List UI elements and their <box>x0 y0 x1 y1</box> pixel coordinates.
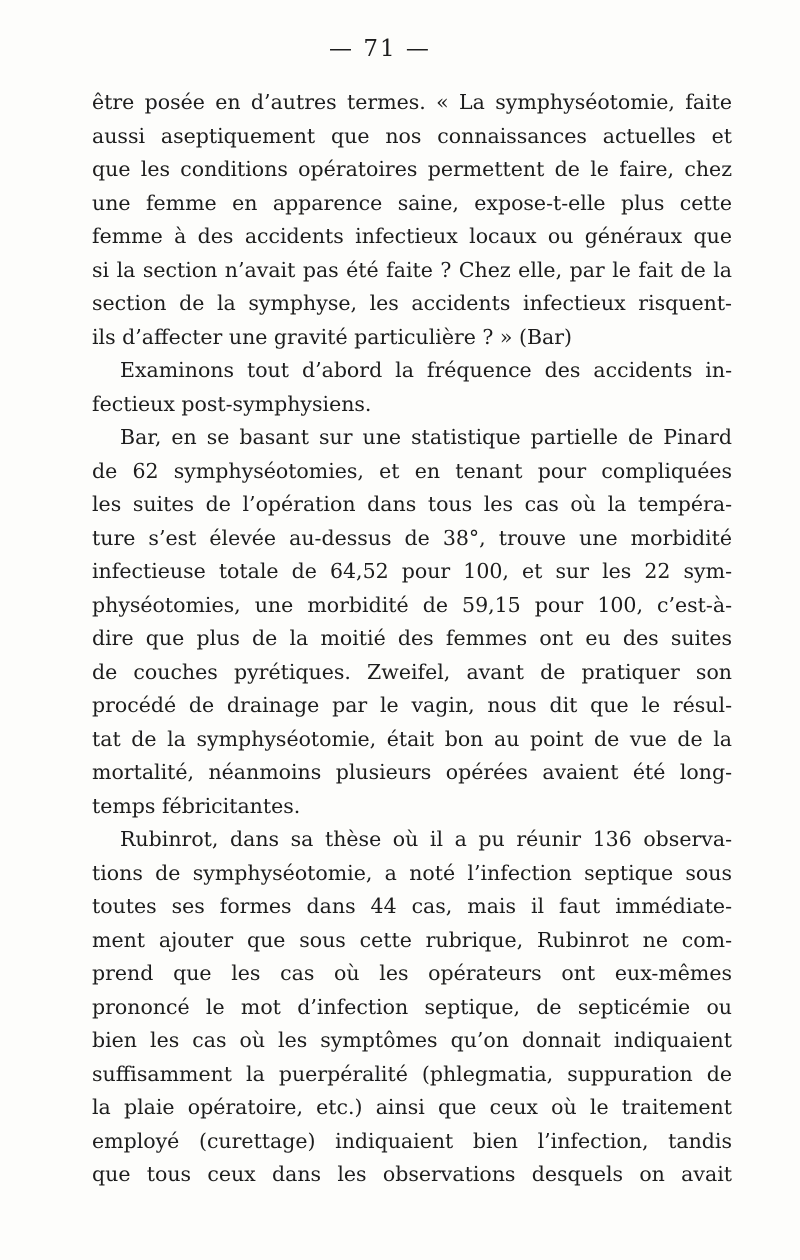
text-line: prononcé le mot d’infection septique, de septicémie ou <box>92 994 732 1019</box>
text-line: section de la symphyse, les accidents infectieux risquent- <box>92 291 732 315</box>
text-line: suffisamment la puerpéralité (phlegmatia, suppuration de <box>92 1061 732 1086</box>
text-line: de couches pyrétiques. Zweifel, avant de pratiquer son <box>92 659 732 684</box>
text-line: procédé de drainage par le vagin, nous dit que le résul- <box>92 693 732 717</box>
text-line: la plaie opératoire, etc.) ainsi que ceux où le traitement <box>92 1095 732 1119</box>
text-line: femme à des accidents infectieux locaux ou généraux que <box>92 224 732 248</box>
body-text <box>92 86 732 1192</box>
text-line: prend que les cas où les opérateurs ont eux-mêmes <box>92 961 732 985</box>
text-line: toutes ses formes dans 44 cas, mais il faut immédiate- <box>92 894 732 918</box>
text-line: fectieux post-symphysiens. <box>92 391 372 416</box>
text-line: ils d’affecter une gravité particulière ? » (Bar) <box>92 324 573 349</box>
text-line: de 62 symphyséotomies, et en tenant pour compliquées <box>92 458 732 483</box>
text-line: employé (curettage) indiquaient bien l’infection, tandis <box>92 1128 732 1153</box>
text-line: bien les cas où les symptômes qu’on donnait indiquaient <box>92 1028 732 1052</box>
text-line: ture s’est élevée au-dessus de 38°, trouve une morbidité <box>92 525 732 550</box>
text-line: que les conditions opératoires permettent de le faire, chez <box>92 157 732 181</box>
text-line: temps fébricitantes. <box>92 793 301 818</box>
text-line: dire que plus de la moitié des femmes ont eu des suites <box>92 626 732 650</box>
text-line: que tous ceux dans les observations desquels on avait <box>92 1162 732 1186</box>
paragraph <box>92 421 732 823</box>
text-line: ment ajouter que sous cette rubrique, Rubinrot ne com- <box>92 927 732 952</box>
text-line: aussi aseptiquement que nos connaissances actuelles et <box>92 123 732 148</box>
text-line: tions de symphyséotomie, a noté l’infection septique sous <box>92 860 732 885</box>
paragraph <box>92 823 732 1192</box>
paragraph <box>92 86 732 354</box>
page-number: — 71 — <box>329 36 431 62</box>
text-line: Rubinrot, dans sa thèse où il a pu réunir 136 observa- <box>120 827 732 851</box>
text-line: si la section n’avait pas été faite ? Chez elle, par le fait de la <box>92 257 732 282</box>
text-line: être posée en d’autres termes. « La symphyséotomie, faite <box>92 90 732 114</box>
text-line: infectieuse totale de 64,52 pour 100, et sur les 22 sym- <box>92 559 732 583</box>
text-line: physéotomies, une morbidité de 59,15 pour 100, c’est-à- <box>92 592 732 617</box>
paragraph <box>92 354 732 421</box>
text-line: Bar, en se basant sur une statistique partielle de Pinard <box>120 425 732 449</box>
text-line: tat de la symphyséotomie, était bon au point de vue de la <box>92 726 732 751</box>
text-line: les suites de l’opération dans tous les cas où la tempéra- <box>92 492 732 516</box>
text-line: Examinons tout d’abord la fréquence des accidents in- <box>120 358 732 382</box>
text-line: une femme en apparence saine, expose-t-elle plus cette <box>92 190 732 215</box>
text-line: mortalité, néanmoins plusieurs opérées avaient été long- <box>92 760 732 784</box>
